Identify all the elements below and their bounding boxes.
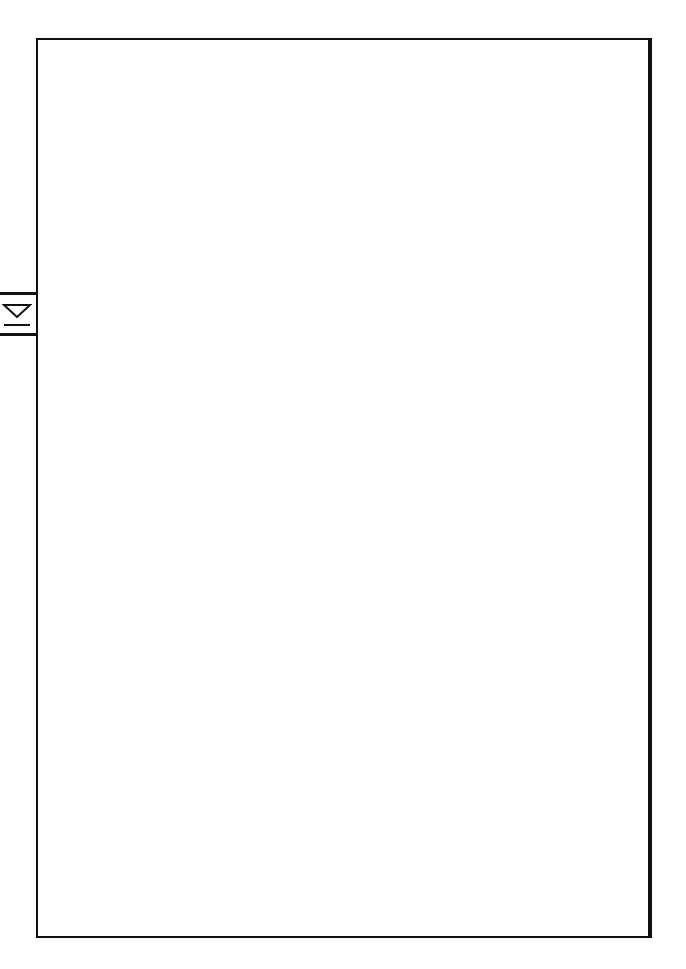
page-frame xyxy=(36,38,652,938)
fishtail-mark-icon xyxy=(2,303,32,327)
fold-marker xyxy=(0,292,36,336)
